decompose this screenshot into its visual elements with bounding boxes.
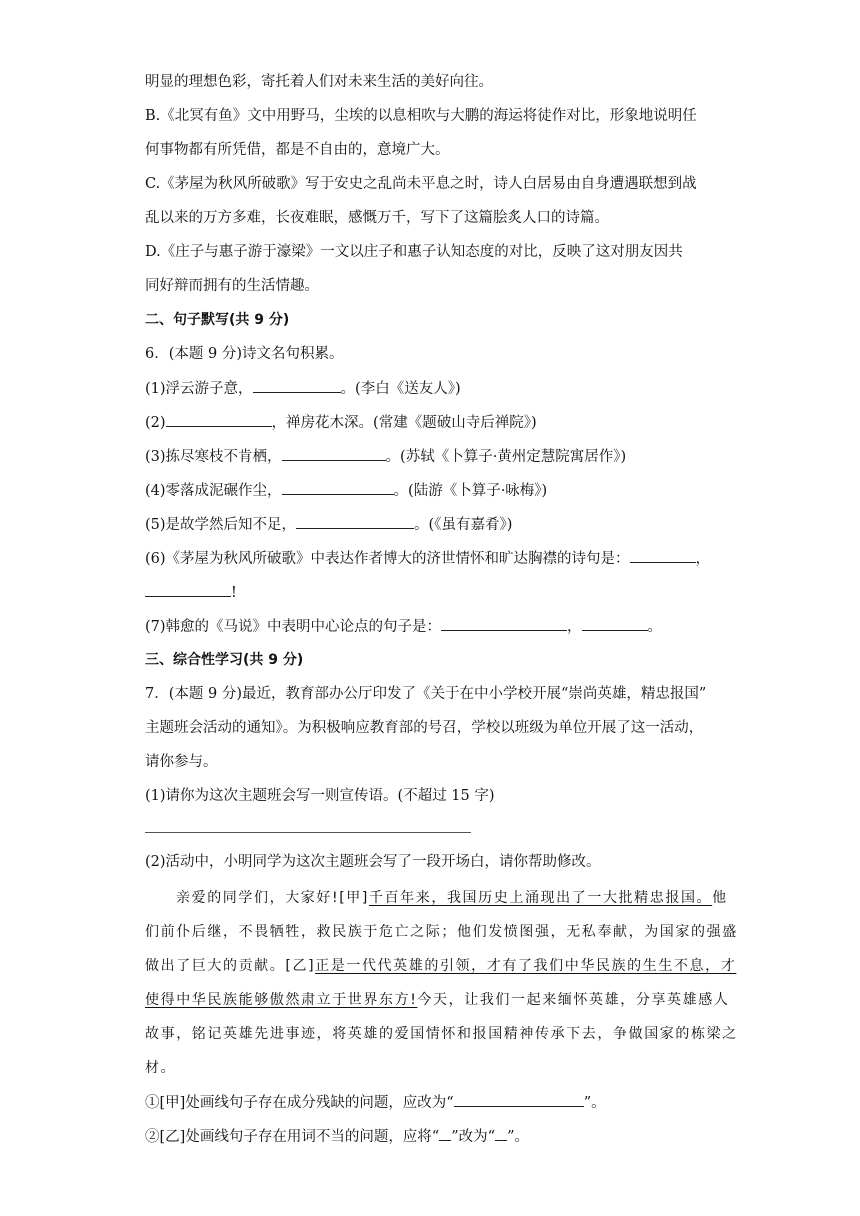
q6-item-1-text-b: 。(李白《送友人》) bbox=[340, 381, 461, 397]
q6-item-3-text-a: (3)拣尽寒枝不肯栖， bbox=[145, 449, 282, 465]
answer-2-text-c: ”。 bbox=[507, 1129, 529, 1145]
q6-item-6-text-b: ， bbox=[695, 551, 711, 567]
q6-item-3-blank[interactable] bbox=[282, 446, 386, 461]
q6-item-5-blank[interactable] bbox=[296, 514, 414, 529]
q6-item-6-line2 bbox=[145, 582, 725, 603]
option-b-line1: B.《北冥有鱼》文中用野马，尘埃的以息相吹与大鹏的海运将徒作对比，形象地说明任 bbox=[145, 108, 697, 124]
answer-2-blank-2[interactable] bbox=[495, 1126, 507, 1141]
q6-item-1 bbox=[145, 378, 725, 399]
q6-item-6-blank-1[interactable] bbox=[630, 548, 696, 563]
passage-line2: 们前仆后继，不畏牺牲，救民族于危亡之际；他们发愤图强，无私奉献，为国家的强盛 bbox=[145, 924, 738, 940]
q6-item-2-text-b: ，禅房花木深。(常建《题破山寺后禅院》) bbox=[271, 415, 537, 431]
q7-sub2: (2)活动中，小明同学为这次主题班会写了一段开场白，请你帮助修改。 bbox=[145, 854, 601, 870]
q6-item-3-text-b: 。(苏轼《卜算子·黄州定慧院寓居作》) bbox=[385, 449, 627, 465]
q6-item-7-text-c: 。 bbox=[647, 619, 663, 635]
underlined-sentence-yi-part2: 使得中华民族能够傲然肃立于世界东方! bbox=[145, 992, 418, 1008]
answer-1-blank[interactable] bbox=[454, 1092, 584, 1107]
q6-item-2-text-a: (2) bbox=[145, 415, 166, 431]
option-d-line1: D.《庄子与惠子游于濠梁》一文以庄子和惠子认知态度的对比，反映了这对朋友因共 bbox=[145, 244, 683, 260]
q6-item-2 bbox=[145, 412, 725, 433]
answer-1-text-a: ①[甲]处画线句子存在成分残缺的问题，应改为“ bbox=[145, 1095, 454, 1111]
q6-item-4-text-b: 。(陆游《卜算子·咏梅》) bbox=[393, 483, 548, 499]
section2-heading: 二、句子默写(共 9 分) bbox=[145, 312, 290, 328]
passage-line1-tail: 他 bbox=[712, 890, 728, 906]
option-c-line1: C.《茅屋为秋风所破歌》写于安史之乱尚未平息之时，诗人白居易由自身遭遇联想到战 bbox=[145, 176, 697, 192]
answer-1 bbox=[145, 1092, 725, 1113]
marker-yi: [乙] bbox=[285, 958, 316, 974]
answer-2-text-b: ”改为“ bbox=[451, 1129, 496, 1145]
q7-sub1-answer-line[interactable] bbox=[145, 832, 471, 833]
passage-line4-tail: 今天，让我们一起来缅怀英雄，分享英雄感人 bbox=[417, 992, 730, 1008]
q7-sub1: (1)请你为这次主题班会写一则宣传语。(不超过 15 字) bbox=[145, 788, 495, 804]
q7-stem-line2: 主题班会活动的通知》。为积极响应教育部的号召，学校以班级为单位开展了这一活动， bbox=[145, 720, 704, 736]
q7-stem-line1: 7．(本题 9 分)最近，教育部办公厅印发了《关于在中小学校开展“崇尚英雄，精忠报国” bbox=[145, 686, 707, 702]
section3-heading: 三、综合性学习(共 9 分) bbox=[145, 652, 304, 668]
q6-item-6-text-a: (6)《茅屋为秋风所破歌》中表达作者博大的济世情怀和旷达胸襟的诗句是： bbox=[145, 551, 630, 567]
option-d-line2: 同好辩而拥有的生活情趣。 bbox=[145, 278, 319, 294]
q6-item-4-blank[interactable] bbox=[282, 480, 394, 495]
passage-line3 bbox=[145, 956, 737, 976]
answer-2-blank-1[interactable] bbox=[439, 1126, 451, 1141]
q6-item-1-blank[interactable] bbox=[253, 378, 341, 393]
q6-item-5-text-b: 。(《虽有嘉肴》) bbox=[414, 517, 513, 533]
option-b-line2: 何事物都有所凭借，都是不自由的，意境广大。 bbox=[145, 142, 450, 158]
passage-line3-head: 做出了巨大的贡献。 bbox=[145, 958, 286, 974]
q6-item-4 bbox=[145, 480, 725, 501]
passage-line6: 材。 bbox=[145, 1060, 177, 1076]
q6-stem: 6．(本题 9 分)诗文名句积累。 bbox=[145, 346, 344, 362]
passage-line5: 故事，铭记英雄先进事迹，将英雄的爱国情怀和报国精神传承下去，争做国家的栋梁之 bbox=[145, 1026, 738, 1042]
q6-item-7-text-a: (7)韩愈的《马说》中表明中心论点的句子是： bbox=[145, 619, 442, 635]
q6-item-7-text-b: ， bbox=[567, 619, 582, 635]
marker-jia: [甲] bbox=[339, 890, 369, 906]
answer-2-text-a: ②[乙]处画线句子存在用词不当的问题，应将“ bbox=[145, 1129, 440, 1145]
q6-item-4-text-a: (4)零落成泥碾作尘， bbox=[145, 483, 282, 499]
passage-line4 bbox=[145, 990, 730, 1010]
option-a-continuation: 明显的理想色彩，寄托着人们对未来生活的美好向往。 bbox=[145, 74, 493, 90]
underlined-sentence-yi-part1: 正是一代代英雄的引领，才有了我们中华民族的生生不息，才 bbox=[315, 958, 737, 974]
q6-item-7 bbox=[145, 616, 725, 637]
answer-2 bbox=[145, 1126, 725, 1147]
q6-item-5 bbox=[145, 514, 725, 535]
answer-1-text-b: ”。 bbox=[583, 1095, 606, 1111]
q6-item-3 bbox=[145, 446, 725, 467]
passage-line1 bbox=[176, 888, 756, 908]
q6-item-1-text-a: (1)浮云游子意， bbox=[145, 381, 253, 397]
q6-item-7-blank-1[interactable] bbox=[441, 616, 567, 631]
q7-stem-line3: 请你参与。 bbox=[145, 754, 218, 770]
option-c-line2: 乱以来的万方多难，长夜难眠，感慨万千，写下了这篇脍炙人口的诗篇。 bbox=[145, 210, 609, 226]
underlined-sentence-jia: 千百年来，我国历史上涌现出了一大批精忠报国。 bbox=[368, 890, 713, 906]
q6-item-6-blank-2[interactable] bbox=[145, 582, 231, 597]
q6-item-5-text-a: (5)是故学然后知不足， bbox=[145, 517, 297, 533]
q6-item-2-blank[interactable] bbox=[166, 412, 272, 427]
q6-item-6-line1 bbox=[145, 548, 725, 569]
q6-item-6-text-c: ! bbox=[231, 585, 237, 601]
q6-item-7-blank-2[interactable] bbox=[582, 616, 648, 631]
passage-greeting: 亲爱的同学们，大家好! bbox=[176, 890, 340, 906]
